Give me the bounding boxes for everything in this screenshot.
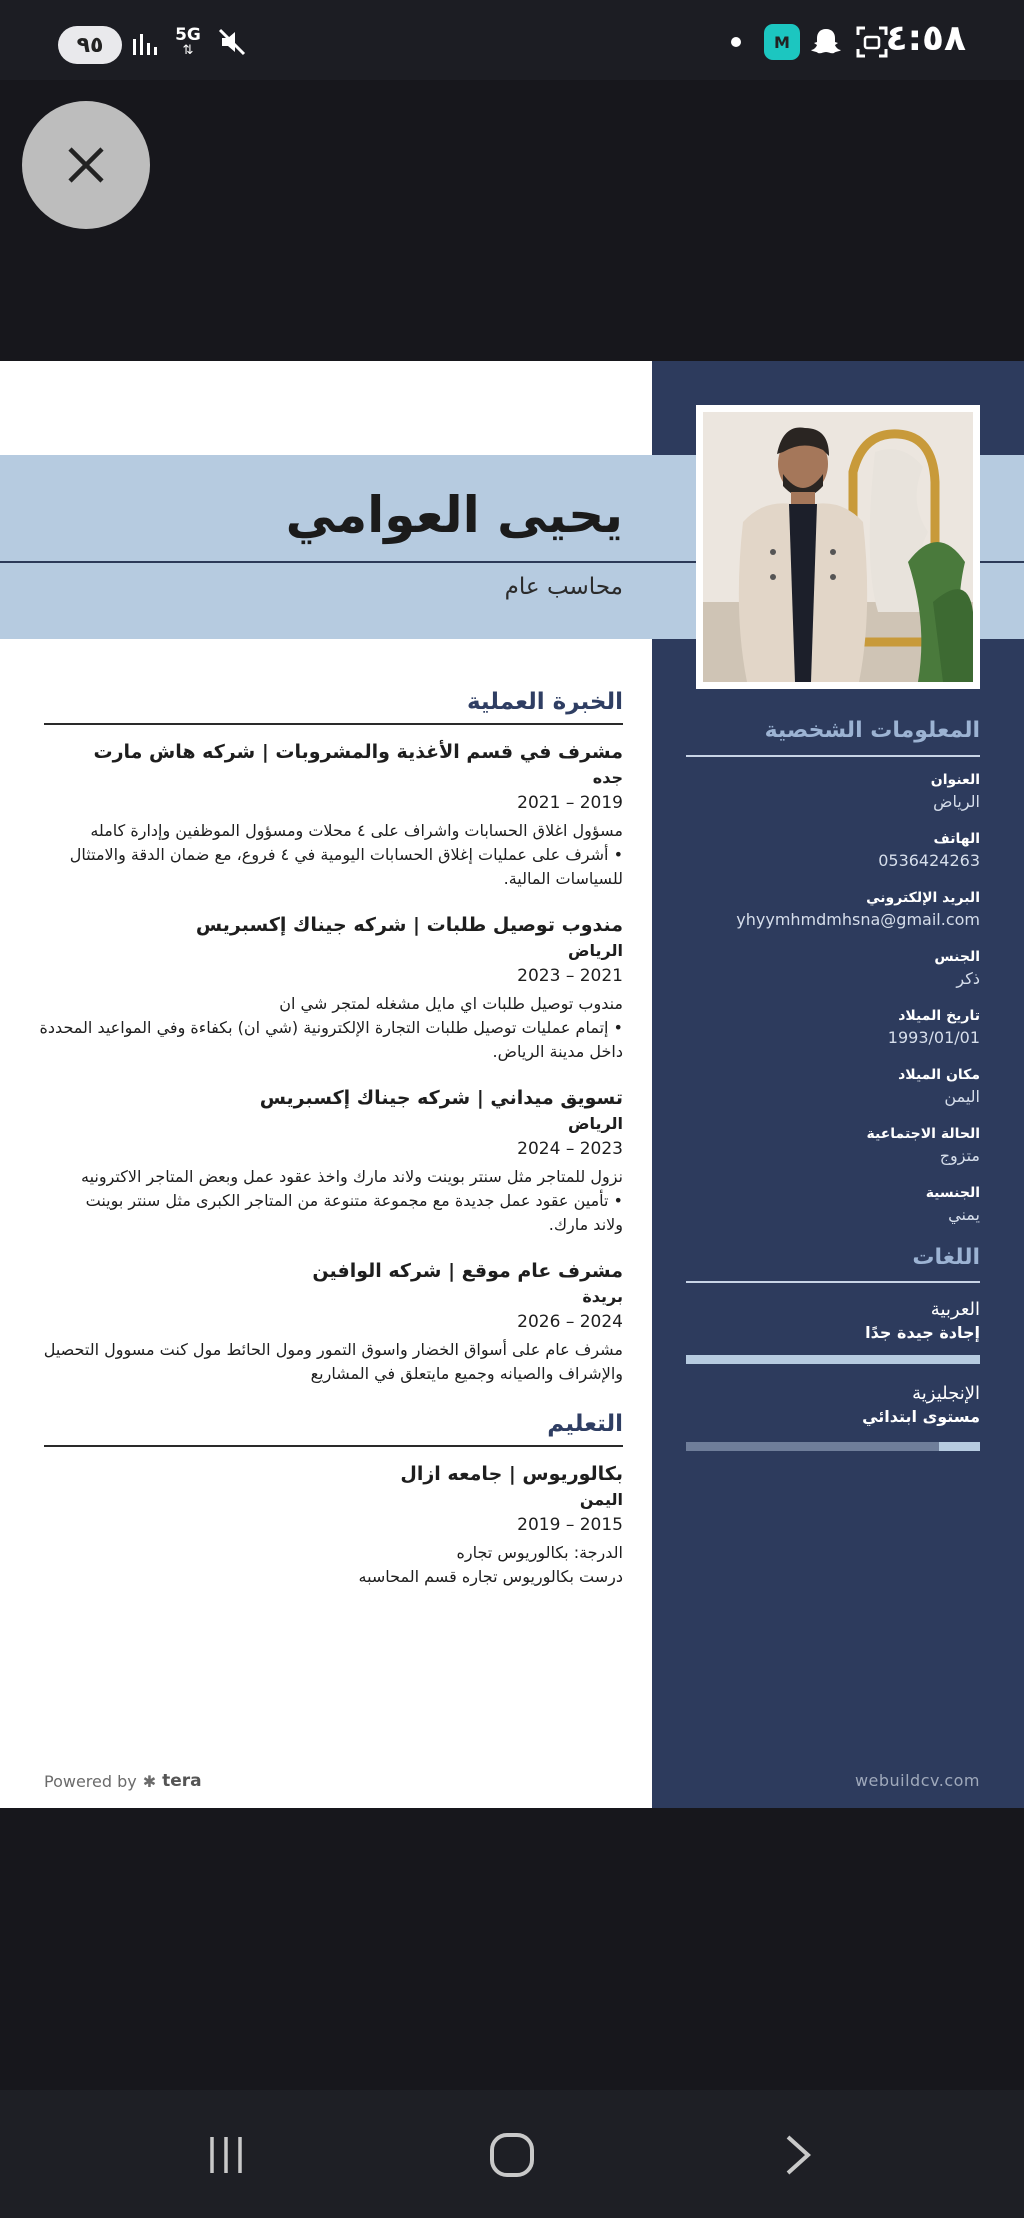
info-item-gender (686, 949, 980, 988)
info-label: تاريخ الميلاد (898, 1008, 980, 1024)
info-label: البريد الإلكتروني (866, 890, 980, 906)
info-label: الحالة الاجتماعية (866, 1126, 980, 1142)
education-heading: التعليم (547, 1411, 623, 1437)
language-name: العربية (930, 1299, 980, 1320)
info-value: متزوج (939, 1146, 980, 1165)
education-note: درست بكالوريوس تجاره قسم المحاسبه (358, 1567, 623, 1586)
info-label: مكان الميلاد (898, 1067, 980, 1083)
desc-line: والإشراف والصيانه وجميع مايتعلق في المشاريع (310, 1364, 623, 1383)
powered-by-label: Powered by (44, 1771, 137, 1791)
experience-item (33, 914, 623, 1064)
desc-line: • إتمام عمليات توصيل طلبات التجارة الإلكترونية (شي ان) بكفاءة وفي المواعيد المحددة (39, 1018, 623, 1037)
language-name: الإنجليزية (912, 1383, 980, 1404)
info-item-marital-status (686, 1126, 980, 1165)
tera-logo-icon: ✱ (142, 1771, 157, 1791)
language-item-english (686, 1383, 980, 1426)
home-icon (488, 2131, 536, 2179)
footer-site: webuildcv.com (854, 1771, 980, 1790)
close-icon (64, 143, 108, 187)
language-item-arabic (686, 1299, 980, 1342)
language-bar-arabic (686, 1355, 980, 1364)
mute-icon (214, 22, 250, 62)
experience-heading: الخبرة العملية (466, 689, 623, 715)
desc-line: • تأمين عقود عمل جديدة مع مجموعة متنوعة من المتاجر الكبرى مثل سنتر بوينت (85, 1191, 623, 1210)
personal-info-divider (686, 755, 980, 757)
snapchat-icon (806, 22, 846, 62)
education-dates: 2015 – 2019 (517, 1515, 623, 1535)
education-divider (44, 1445, 623, 1447)
resume-job-title: محاسب عام (504, 574, 623, 600)
notification-dot-icon (730, 22, 742, 62)
experience-item (33, 1087, 623, 1237)
data-arrows-icon: ⇅ (182, 42, 194, 58)
degree-title: بكالوريوس | جامعه ازال (400, 1463, 623, 1485)
language-bar-fill (939, 1442, 980, 1451)
clock: ٤:٥٨ (885, 18, 966, 59)
job-description (33, 1338, 623, 1386)
brand-name: tera (162, 1771, 202, 1791)
language-level: إجادة جيدة جدًا (865, 1323, 980, 1342)
languages-divider (686, 1281, 980, 1283)
info-value: yhyymhmdmhsna@gmail.com (736, 910, 980, 929)
desc-line: للسياسات المالية. (503, 869, 623, 888)
job-title: تسويق ميداني | شركه جيناك إكسبريس (259, 1087, 623, 1109)
info-label: الجنس (934, 949, 980, 965)
network-5g-icon (168, 22, 208, 62)
job-description (33, 992, 623, 1064)
personal-info-heading: المعلومات الشخصية (764, 718, 980, 743)
network-label: 5G (175, 24, 201, 45)
desc-line: نزول للمتاجر مثل سنتر بوينت ولاند مارك واخذ عقود عمل وبعض المتاجر الاكترونيه (80, 1167, 623, 1186)
profile-photo (696, 405, 980, 689)
experience-divider (44, 723, 623, 725)
status-bar (0, 0, 1024, 80)
info-value: 1993/01/01 (887, 1028, 980, 1047)
powered-by (44, 1771, 202, 1791)
education-degree: الدرجة: بكالوريوس تجاره (456, 1543, 623, 1562)
education-description (33, 1541, 623, 1589)
job-title: مشرف في قسم الأغذية والمشروبات | شركه هاش مارت (93, 741, 623, 763)
job-dates: 2024 – 2026 (517, 1312, 623, 1332)
info-item-email (686, 890, 980, 929)
info-item-nationality (686, 1185, 980, 1224)
info-label: الهاتف (933, 831, 980, 847)
job-city: الرياض (568, 1114, 623, 1133)
job-city: الرياض (568, 941, 623, 960)
desc-line: مسؤول اغلاق الحسابات واشراف على ٤ محلات ومسؤول الموظفين وإدارة كامله (90, 821, 623, 840)
languages-heading: اللغات (912, 1245, 980, 1270)
home-button[interactable] (472, 2120, 552, 2190)
job-city: بريدة (582, 1287, 623, 1306)
education-country: اليمن (579, 1490, 623, 1509)
app-notification-icon: M (762, 22, 802, 62)
experience-item (33, 1260, 623, 1386)
job-title: مشرف عام موقع | شركه الوافين (312, 1260, 623, 1282)
signal-icon (130, 22, 160, 62)
info-item-address (686, 772, 980, 811)
desc-line: مندوب توصيل طلبات اي مايل مشغله لمتجر شي ان (279, 994, 623, 1013)
info-value: الرياض (933, 792, 980, 811)
desc-line: مشرف عام على أسواق الخضار واسوق التمور ومول الحائط مول كنت مسوول التحصيل (43, 1340, 623, 1359)
job-description (33, 1165, 623, 1237)
info-value: يمني (948, 1205, 980, 1224)
job-title: مندوب توصيل طلبات | شركه جيناك إكسبريس (195, 914, 623, 936)
language-bar-english (686, 1442, 980, 1451)
info-item-birthplace (686, 1067, 980, 1106)
experience-item (33, 741, 623, 891)
education-item (33, 1463, 623, 1589)
job-dates: 2021 – 2023 (517, 966, 623, 986)
info-value: 0536424263 (878, 851, 980, 870)
desc-line: • أشرف على عمليات إغلاق الحسابات اليومية في ٤ فروع، مع ضمان الدقة والامتثال (69, 845, 623, 864)
resume-name: يحيى العوامي (285, 486, 623, 544)
close-button[interactable] (22, 101, 150, 229)
job-dates: 2023 – 2024 (517, 1139, 623, 1159)
info-value: اليمن (944, 1087, 980, 1106)
desc-line: ولاند مارك. (548, 1215, 623, 1234)
language-bar-fill (686, 1355, 980, 1364)
desc-line: داخل مدينة الرياض. (492, 1042, 623, 1061)
job-dates: 2019 – 2021 (517, 793, 623, 813)
recent-apps-button[interactable] (186, 2120, 266, 2190)
battery-indicator: ٩٥ (58, 26, 122, 64)
info-label: العنوان (930, 772, 980, 788)
resume-document (0, 361, 1024, 1808)
info-value: ذكر (956, 969, 980, 988)
job-description (33, 819, 623, 891)
back-icon (776, 2133, 820, 2177)
info-item-birthdate (686, 1008, 980, 1047)
job-city: جده (592, 768, 623, 787)
language-level: مستوى ابتدائي (862, 1407, 980, 1426)
info-label: الجنسية (925, 1185, 980, 1201)
navigation-bar (0, 2090, 1024, 2218)
back-button[interactable] (758, 2120, 838, 2190)
info-item-phone (686, 831, 980, 870)
recent-apps-icon (204, 2133, 248, 2177)
